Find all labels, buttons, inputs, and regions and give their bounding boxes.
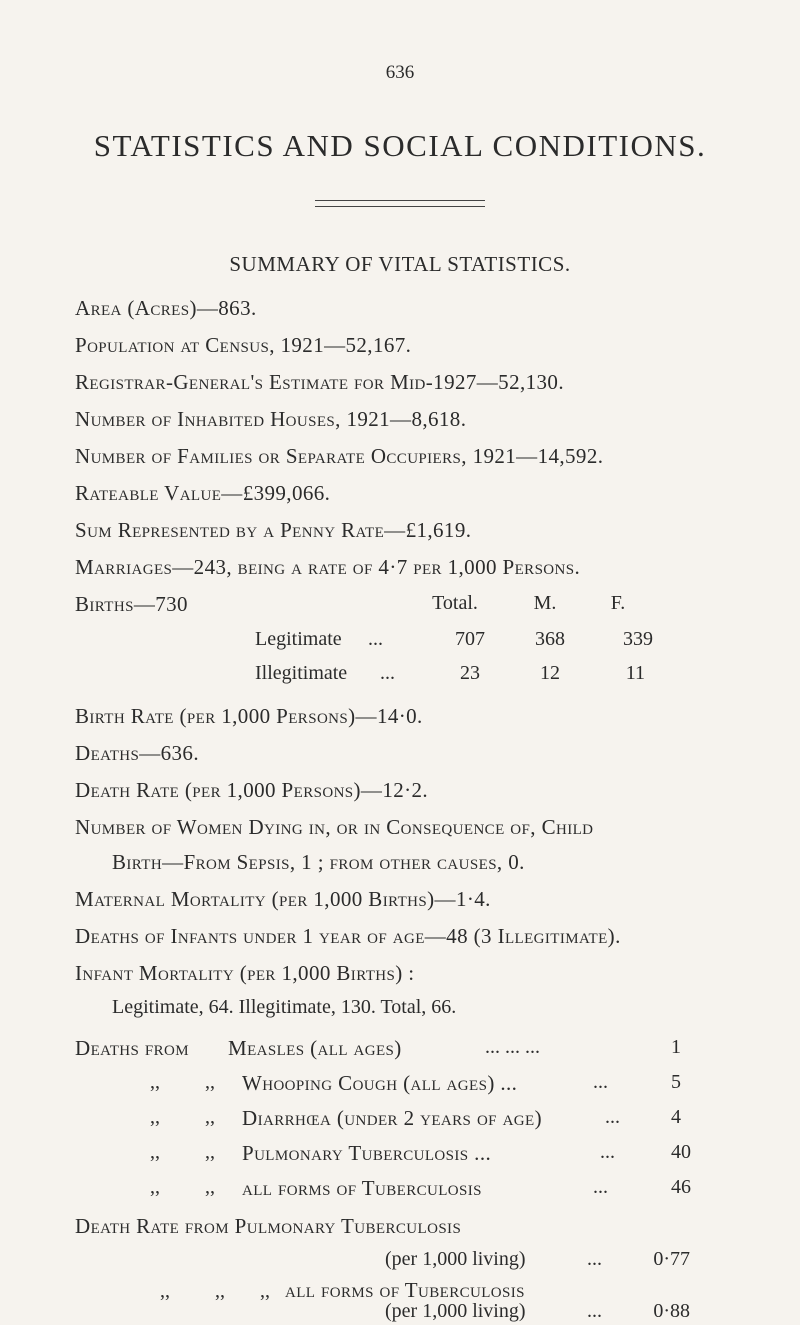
marriages-line: Marriages—243, being a rate of 4·7 per 1,000 Persons. [75, 555, 581, 579]
ditto-mark: ,, [150, 1141, 160, 1163]
births-header-f: F. [610, 592, 626, 614]
deaths-from-dots: ... [605, 1106, 620, 1128]
births-row-illegitimate-total: 23 [460, 662, 480, 684]
page-title: STATISTICS AND SOCIAL CONDITIONS. [93, 128, 707, 163]
deaths-from-cause: Diarrhœa (under 2 years of age) [242, 1106, 542, 1130]
women-dying-line-2: Birth—From Sepsis, 1 ; from other causes, 0. [112, 850, 525, 874]
section-subtitle: SUMMARY OF VITAL STATISTICS. [229, 252, 571, 276]
deaths-from-cause: Pulmonary Tuberculosis ... [242, 1141, 492, 1165]
births-header-m: M. [533, 592, 557, 614]
page-number: 636 [385, 62, 415, 83]
title-rule-top [315, 200, 485, 201]
infant-mortality-heading: Infant Mortality (per 1,000 Births) : [75, 961, 415, 985]
deaths-from-value: 46 [671, 1176, 691, 1198]
maternal-mortality-line: Maternal Mortality (per 1,000 Births)—1·4. [75, 887, 491, 911]
tb-per-living-label: (per 1,000 living) [385, 1248, 526, 1270]
deaths-from-cause: all forms of Tuberculosis [242, 1176, 482, 1200]
births-row-legitimate-total: 707 [455, 628, 485, 650]
tb-dots: ... [587, 1248, 602, 1270]
deaths-from-value: 1 [671, 1036, 681, 1058]
ditto-mark: ,, [160, 1280, 170, 1302]
penny-rate-line: Sum Represented by a Penny Rate—£1,619. [75, 518, 472, 542]
ditto-mark: ,, [205, 1071, 215, 1093]
infant-deaths-line: Deaths of Infants under 1 year of age—48 (3 Illegitimate). [75, 924, 621, 948]
deaths-from-dots: ... [593, 1071, 608, 1093]
birth-rate-line: Birth Rate (per 1,000 Persons)—14·0. [75, 704, 423, 728]
deaths-from-value: 5 [671, 1071, 681, 1093]
tb-all-forms-label: all forms of Tuberculosis [285, 1278, 525, 1302]
infant-mortality-values: Legitimate, 64. Illegitimate, 130. Total, 66. [112, 996, 457, 1018]
families-line: Number of Families or Separate Occupiers, 1921—14,592. [75, 444, 604, 468]
ditto-mark: ,, [205, 1176, 215, 1198]
tb-death-rate-heading: Death Rate from Pulmonary Tuberculosis [75, 1214, 462, 1238]
births-row-legitimate-label: Legitimate [255, 628, 342, 650]
houses-line: Number of Inhabited Houses, 1921—8,618. [75, 407, 467, 431]
births-row-illegitimate-dots: ... [380, 662, 395, 684]
tb-dots: ... [587, 1300, 602, 1322]
tb-all-forms-rate-value: 0·88 [653, 1300, 690, 1322]
births-label: Births—730 [75, 592, 188, 616]
deaths-from-value: 40 [671, 1141, 691, 1163]
population-line: Population at Census, 1921—52,167. [75, 333, 412, 357]
rateable-value-line: Rateable Value—£399,066. [75, 481, 331, 505]
death-rate-line: Death Rate (per 1,000 Persons)—12·2. [75, 778, 429, 802]
ditto-mark: ,, [150, 1176, 160, 1198]
births-row-legitimate-dots: ... [368, 628, 383, 650]
births-row-legitimate-f: 339 [623, 628, 653, 650]
deaths-from-value: 4 [671, 1106, 681, 1128]
women-dying-line-1: Number of Women Dying in, or in Consequence of, Child [75, 815, 594, 839]
ditto-mark: ,, [150, 1106, 160, 1128]
births-row-legitimate-m: 368 [535, 628, 565, 650]
ditto-mark: ,, [150, 1071, 160, 1093]
area-line: Area (Acres)—863. [75, 296, 257, 320]
deaths-from-label: Deaths from [75, 1036, 190, 1060]
deaths-from-cause: Whooping Cough (all ages) ... [242, 1071, 518, 1095]
births-row-illegitimate-label: Illegitimate [255, 662, 348, 684]
estimate-line: Registrar-General's Estimate for Mid-1927—52,130. [75, 370, 564, 394]
births-row-illegitimate-m: 12 [540, 662, 560, 684]
tb-pulmonary-rate-value: 0·77 [653, 1248, 690, 1270]
title-rule-bottom [315, 206, 485, 207]
tb-per-living-label: (per 1,000 living) [385, 1300, 526, 1322]
ditto-mark: ,, [215, 1280, 225, 1302]
deaths-from-dots: ... [600, 1141, 615, 1163]
deaths-from-cause: Measles (all ages) [228, 1036, 402, 1060]
deaths-line: Deaths—636. [75, 741, 199, 765]
births-row-illegitimate-f: 11 [625, 662, 645, 684]
deaths-from-dots: ... [593, 1176, 608, 1198]
ditto-mark: ,, [260, 1280, 270, 1302]
ditto-mark: ,, [205, 1106, 215, 1128]
births-header-total: Total. [432, 592, 478, 614]
ditto-mark: ,, [205, 1141, 215, 1163]
deaths-from-dots: ... ... ... [485, 1036, 540, 1058]
